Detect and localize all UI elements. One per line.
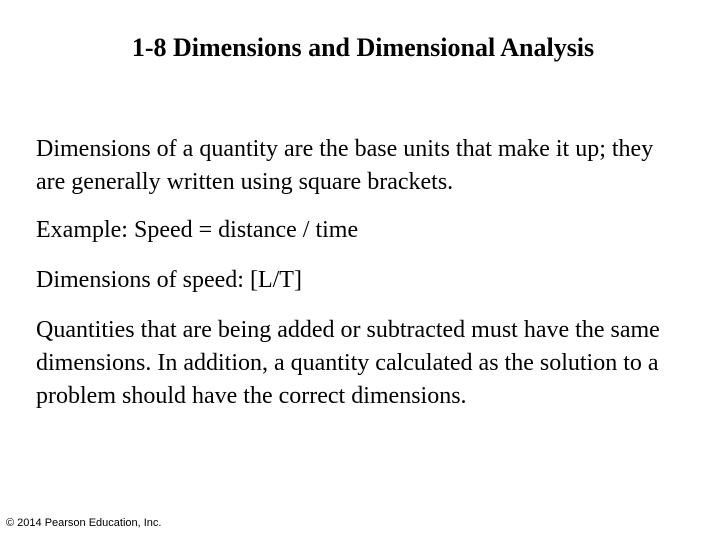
slide-title (0, 30, 720, 66)
rule-paragraph: Quantities that are being added or subtracted must have the same dimensions. In addition, a quantity calculated as the solution to a problem should have the correct dimensions. (36, 317, 660, 409)
speed-dimensions-paragraph: Dimensions of speed: [L/T] (36, 267, 302, 293)
example-paragraph: Example: Speed = distance / time (36, 217, 359, 243)
slide-title-text: 1-8 Dimensions and Dimensional Analysis (131, 33, 595, 62)
definition-paragraph: Dimensions of a quantity are the base units that make it up; they are generally written using square brackets. (36, 136, 654, 195)
copyright-footer: © 2014 Pearson Education, Inc. (6, 517, 162, 529)
slide-body (36, 133, 676, 413)
